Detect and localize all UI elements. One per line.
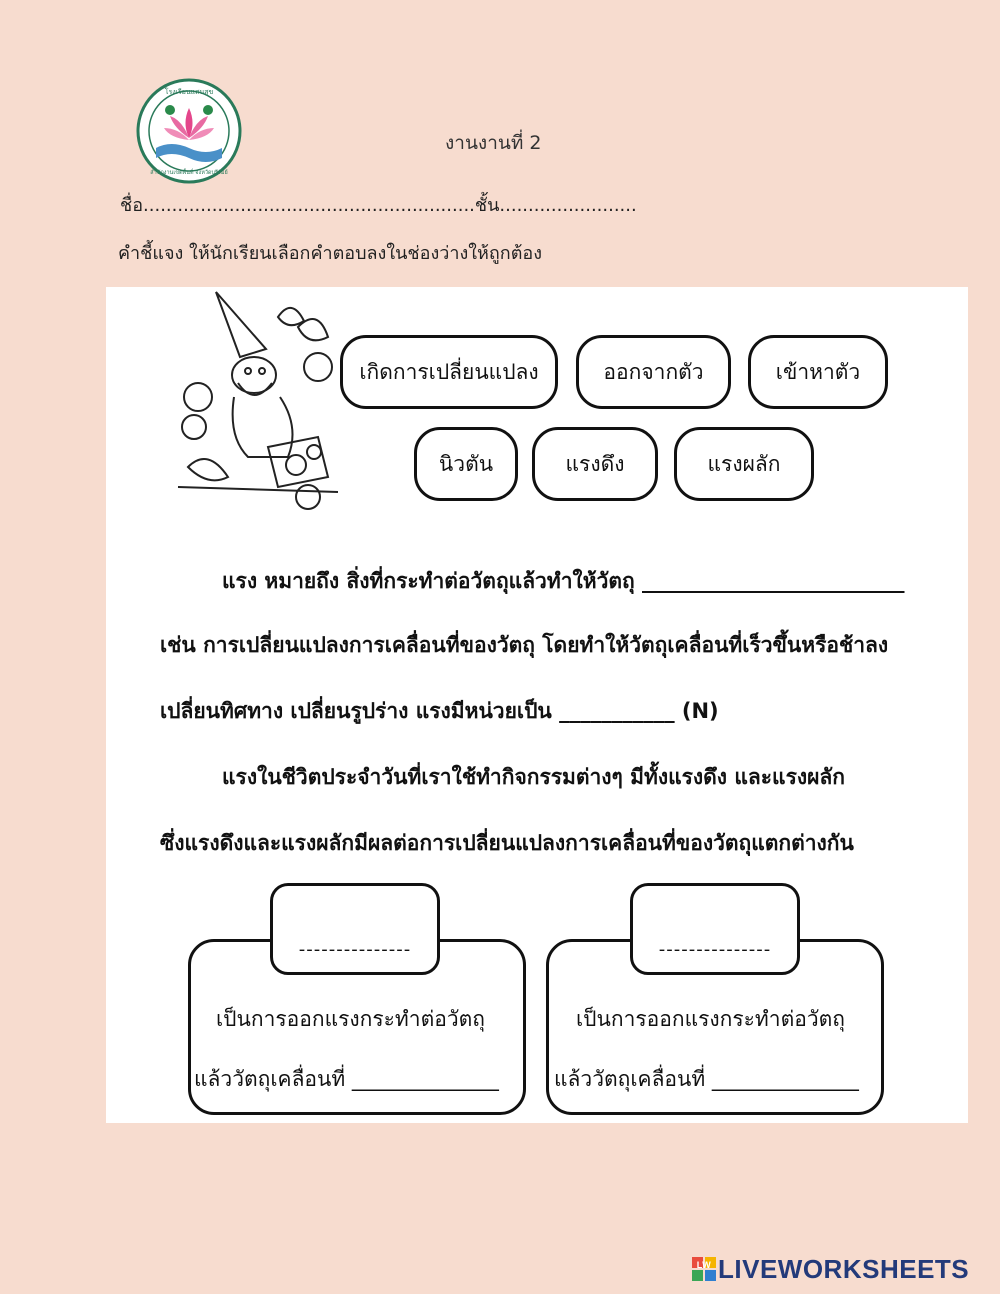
word-bank-item[interactable]: ออกจากตัว <box>576 335 731 409</box>
paragraph-line: เปลี่ยนทิศทาง เปลี่ยนรูปร่าง แรงมีหน่วยเป็น ___________ (N) <box>160 699 719 723</box>
page-title: งานงานที่ 2 <box>445 132 542 154</box>
name-class-line: ชื่อ..........................................................ชั้น........................ <box>120 195 637 216</box>
liveworksheets-brand[interactable] <box>692 1254 969 1285</box>
school-logo <box>136 78 242 184</box>
brand-text: LIVEWORKSHEETS <box>718 1254 970 1284</box>
worksheet-panel <box>106 287 968 1123</box>
answer-box-right-line1: เป็นการออกแรงกระทำต่อวัตถุ <box>576 1007 845 1031</box>
answer-blank-right[interactable]: --------------- <box>630 883 800 975</box>
instruction-text: คำชี้แจง ให้นักเรียนเลือกคำตอบลงในช่องว่างให้ถูกต้อง <box>118 243 542 264</box>
word-bank-item[interactable]: นิวตัน <box>414 427 518 501</box>
word-bank-item[interactable]: แรงผลัก <box>674 427 814 501</box>
answer-box-left-line2: แล้ววัตถุเคลื่อนที่ ______________ <box>194 1067 499 1091</box>
paragraph-line: ซึ่งแรงดึงและแรงผลักมีผลต่อการเปลี่ยนแปลงการเคลื่อนที่ของวัตถุแตกต่างกัน <box>160 831 854 855</box>
logo-subtext: สำนักงานเขตพื้นที่ จังหวัดบุรีรัมย์ <box>150 170 228 176</box>
answer-box-right-line2: แล้ววัตถุเคลื่อนที่ ______________ <box>554 1067 859 1091</box>
answer-box-left-line1: เป็นการออกแรงกระทำต่อวัตถุ <box>216 1007 485 1031</box>
paragraph-line: แรงในชีวิตประจำวันที่เราใช้ทำกิจกรรมต่างๆ มีทั้งแรงดึง และแรงผลัก <box>222 765 845 789</box>
word-bank-item[interactable]: เข้าหาตัว <box>748 335 888 409</box>
paragraph-line: แรง หมายถึง สิ่งที่กระทำต่อวัตถุแล้วทำให้วัตถุ _________________________ <box>222 569 905 593</box>
word-bank-item[interactable]: แรงดึง <box>532 427 658 501</box>
liveworksheets-icon: LW <box>692 1257 716 1281</box>
gnome-wheelbarrow-illustration <box>168 287 348 517</box>
logo-text: โรงเรียนแสนสุข <box>164 88 214 96</box>
word-bank-item[interactable]: เกิดการเปลี่ยนแปลง <box>340 335 558 409</box>
paragraph-line: เช่น การเปลี่ยนแปลงการเคลื่อนที่ของวัตถุ โดยทำให้วัตถุเคลื่อนที่เร็วขึ้นหรือช้าลง <box>160 633 889 657</box>
answer-blank-left[interactable]: --------------- <box>270 883 440 975</box>
